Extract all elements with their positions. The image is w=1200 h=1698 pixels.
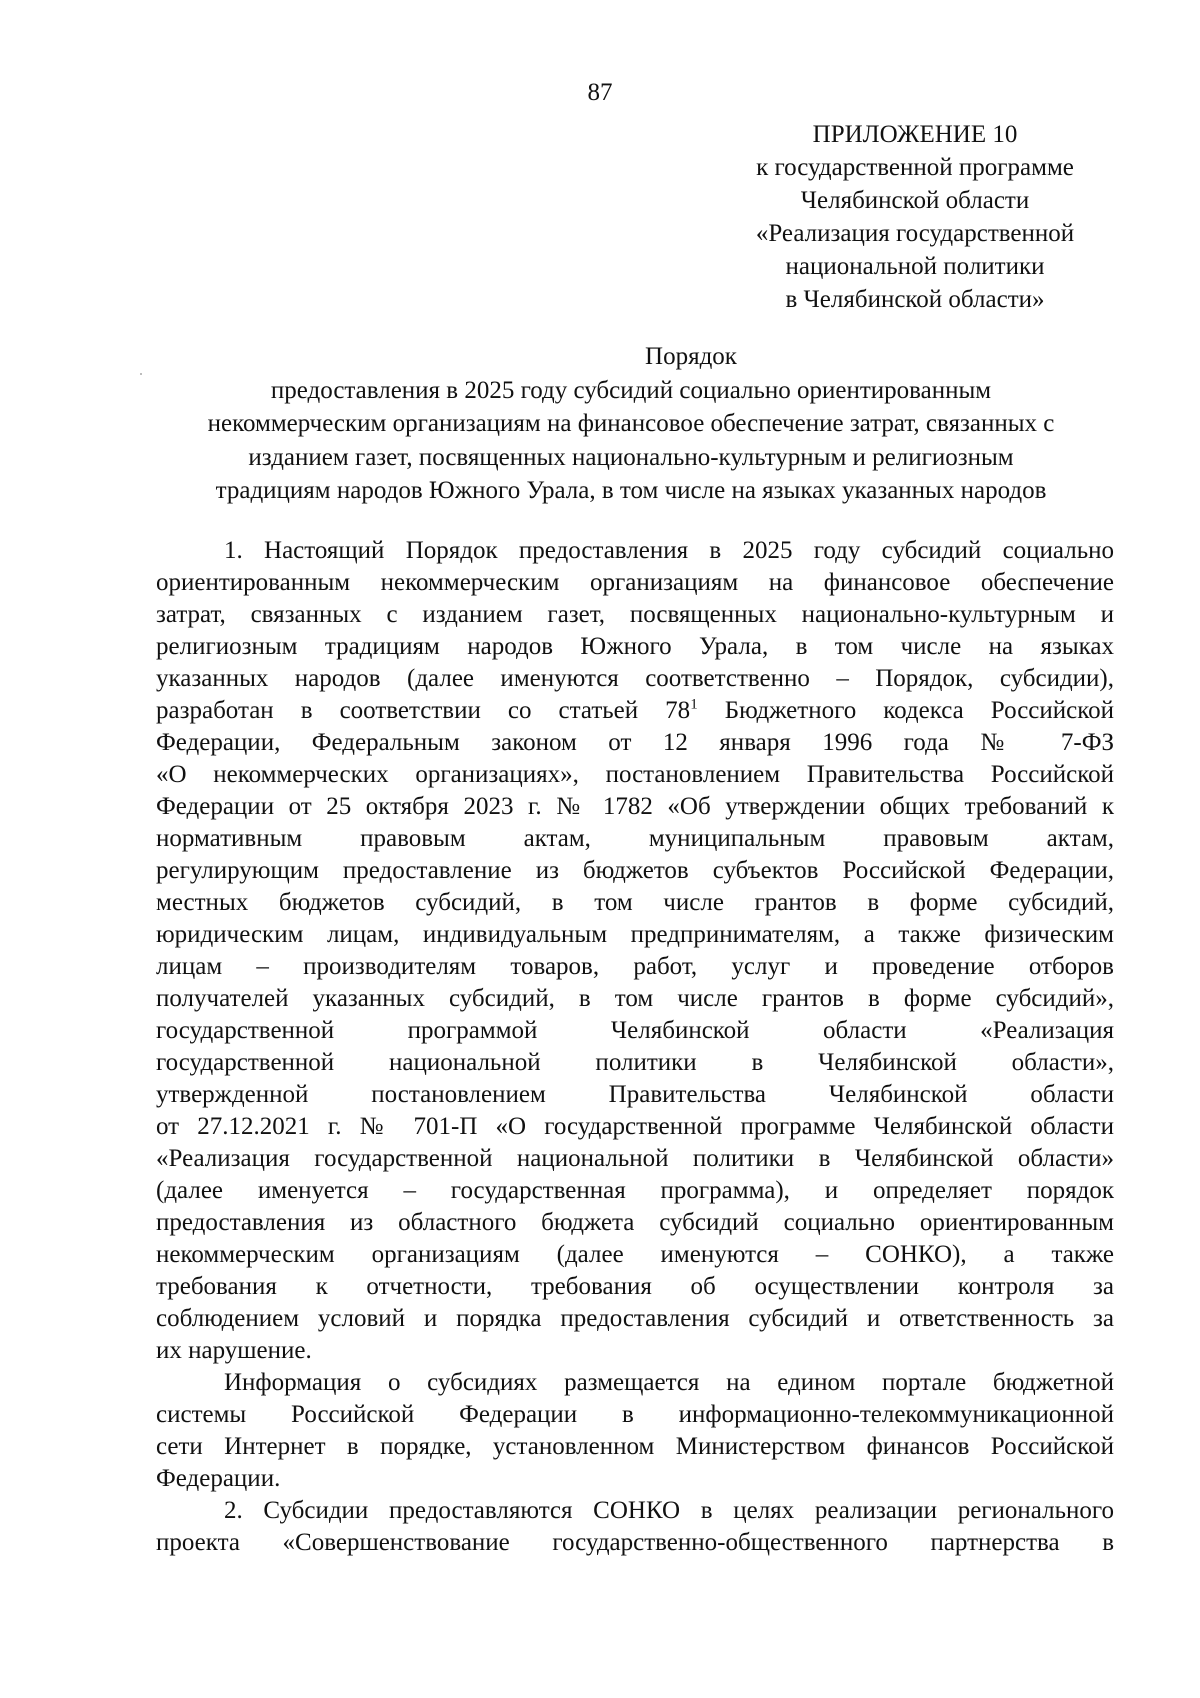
paragraph-line: нормативным правовым актам, муниципальным правовым актам, — [156, 825, 1114, 852]
paragraph-line: юридическим лицам, индивидуальным предпринимателям, а также физическим — [156, 921, 1114, 948]
title-heading: Порядок — [645, 343, 737, 370]
paragraph-line: «О некоммерческих организациях», постановлением Правительства Российской — [156, 761, 1114, 788]
title-line: некоммерческим организациям на финансовое обеспечение затрат, связанных с — [207, 410, 1055, 437]
paragraph-line: затрат, связанных с изданием газет, посвященных национально-культурным и — [156, 601, 1114, 628]
paragraph-line: указанных народов (далее именуются соответственно – Порядок, субсидии), — [156, 665, 1114, 692]
title-line: предоставления в 2025 году субсидий социально ориентированным — [270, 376, 992, 404]
paragraph-line: регулирующим предоставление из бюджетов субъектов Российской Федерации, — [156, 857, 1114, 884]
paragraph-line: 1. Настоящий Порядок предоставления в 2025 году субсидий социально — [224, 537, 1114, 564]
paragraph-line: лицам – производителям товаров, работ, услуг и проведение отборов — [156, 953, 1114, 980]
paragraph-line: религиозным традициям народов Южного Урала, в том числе на языках — [156, 633, 1114, 660]
title-line: изданием газет, посвященных национально-культурным и религиозным — [248, 443, 1014, 471]
paragraph-line: некоммерческим организациям (далее именуются – СОНКО), а также — [156, 1241, 1114, 1268]
article-superscript: 1 — [690, 696, 698, 713]
paragraph-line: 2. Субсидии предоставляются СОНКО в целях реализации регионального — [224, 1497, 1114, 1524]
appendix-line: к государственной программе — [756, 154, 1074, 181]
paragraph-line: сети Интернет в порядке, установленном Министерством финансов Российской — [156, 1433, 1114, 1460]
appendix-line: национальной политики — [785, 253, 1045, 280]
paragraph-line: предоставления из областного бюджета субсидий социально ориентированным — [156, 1209, 1114, 1236]
appendix-line: Челябинской области — [800, 187, 1030, 214]
paragraph-line: ориентированным некоммерческим организациям на финансовое обеспечение — [156, 569, 1114, 596]
scan-speck — [140, 373, 142, 375]
paragraph-line: проекта «Совершенствование государственно-общественного партнерства в — [156, 1529, 1114, 1556]
paragraph-line: «Реализация государственной национальной политики в Челябинской области» — [156, 1145, 1114, 1172]
page-number: 87 — [587, 79, 613, 106]
paragraph-line: местных бюджетов субсидий, в том числе грантов в форме субсидий, — [156, 889, 1114, 916]
paragraph-line: требования к отчетности, требования об осуществлении контроля за — [156, 1273, 1114, 1300]
paragraph-line: (далее именуется – государственная программа), и определяет порядок — [156, 1177, 1114, 1204]
paragraph-line: от 27.12.2021 г. № 701-П «О государственной программе Челябинской области — [156, 1113, 1114, 1140]
paragraph-line: Федерации. — [156, 1465, 281, 1492]
paragraph-line: утвержденной постановлением Правительства Челябинской области — [156, 1081, 1114, 1108]
paragraph-line: их нарушение. — [156, 1337, 312, 1364]
appendix-line: в Челябинской области» — [785, 286, 1045, 313]
article-text-before: разработан в соответствии со статьей 78 — [156, 697, 691, 724]
paragraph-line: Федерации от 25 октября 2023 г. № 1782 «Об утверждении общих требований к — [156, 793, 1114, 820]
paragraph-line: государственной программой Челябинской области «Реализация — [156, 1017, 1114, 1044]
paragraph-line: государственной национальной политики в Челябинской области», — [156, 1049, 1114, 1076]
appendix-line: «Реализация государственной — [755, 220, 1075, 247]
paragraph-line: получателей указанных субсидий, в том числе грантов в форме субсидий», — [156, 985, 1114, 1012]
paragraph-line: системы Российской Федерации в информационно-телекоммуникационной — [156, 1401, 1114, 1428]
document-title — [150, 340, 1112, 508]
body-text — [156, 535, 1114, 1559]
title-line: традициям народов Южного Урала, в том числе на языках указанных народов — [215, 477, 1047, 504]
paragraph-line-article — [156, 695, 1114, 727]
paragraph-line: соблюдением условий и порядка предоставления субсидий и ответственность за — [156, 1305, 1114, 1332]
article-text-after: Бюджетного кодекса Российской — [697, 697, 1115, 724]
paragraph-line: Федерации, Федеральным законом от 12 января 1996 года № 7-ФЗ — [156, 729, 1114, 756]
paragraph-line: Информация о субсидиях размещается на едином портале бюджетной — [224, 1369, 1114, 1396]
appendix-block — [720, 118, 1110, 316]
appendix-title: ПРИЛОЖЕНИЕ 10 — [812, 121, 1018, 148]
